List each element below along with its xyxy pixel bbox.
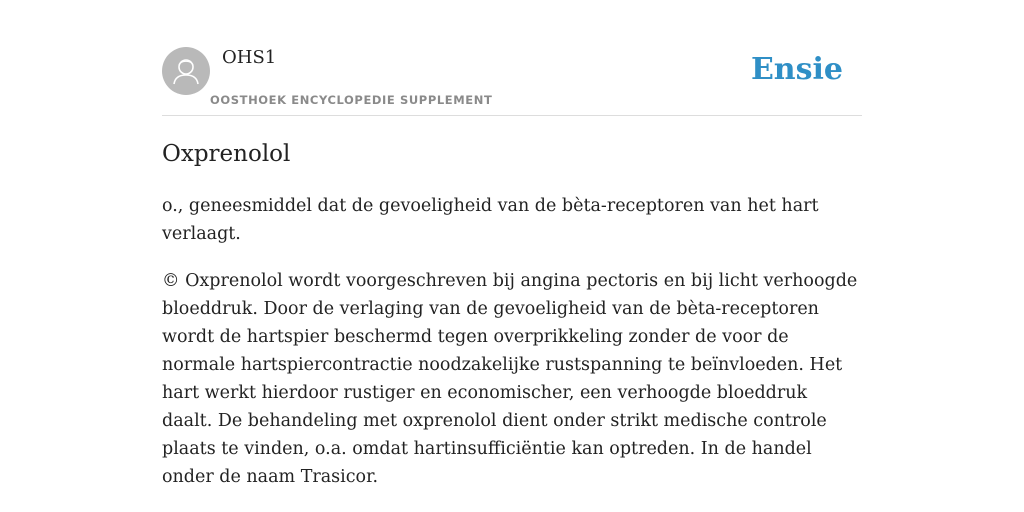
brand-logo[interactable]: Ensie [750, 52, 843, 87]
entry-header [162, 46, 862, 116]
user-icon [162, 47, 210, 95]
entry-content [162, 192, 862, 510]
author-avatar[interactable] [162, 47, 210, 95]
entry-title: Oxprenolol [162, 141, 291, 167]
definition-paragraph: o., geneesmiddel dat de gevoeligheid van de bèta-receptoren van het hart verlaagt. [162, 196, 819, 244]
author-name[interactable]: OHS1 [222, 47, 277, 68]
description-paragraph: © Oxprenolol wordt voorgeschreven bij angina pectoris en bij licht verhoogde bloeddruk. Door de verlaging van de gevoeligheid van de bèta-receptoren wordt de hartspier beschermd tegen overprikkeling zonder de voor de normale hartspiercontractie noodzakelijke rustspanning te beïnvloeden. Het hart werkt hierdoor rustiger en economischer, een verhoogde bloeddruk daalt. De behandeling met oxprenolol dient onder strikt medische controle plaats te vinden, o.a. omdat hartinsufficiëntie kan optreden. In de handel onder de naam Trasicor. [162, 271, 858, 487]
source-label[interactable]: OOSTHOEK ENCYCLOPEDIE SUPPLEMENT [210, 93, 493, 107]
